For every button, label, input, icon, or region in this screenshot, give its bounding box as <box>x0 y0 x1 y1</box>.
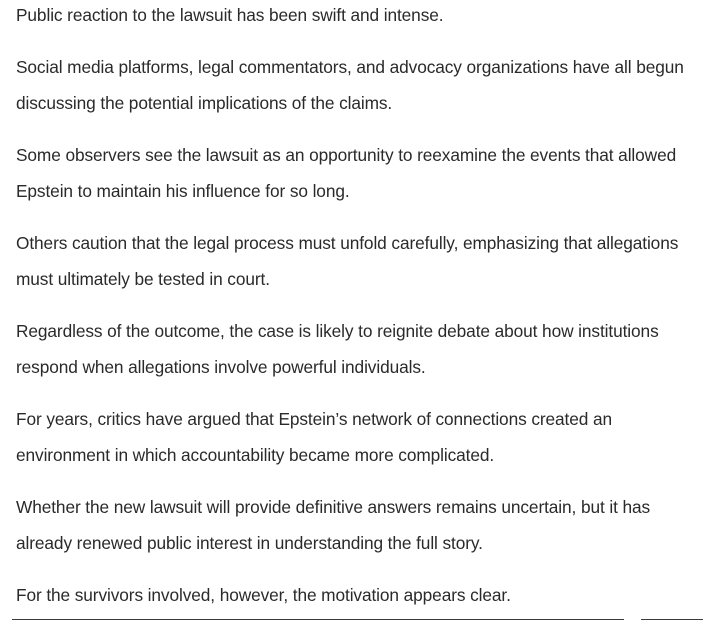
paragraph: Others caution that the legal process must unfold carefully, emphasizing that allegations must ultimately be tested in court. <box>16 233 679 289</box>
paragraph: Some observers see the lawsuit as an opportunity to reexamine the events that allowed Epstein to maintain his influence for so long. <box>16 145 677 201</box>
paragraph: Regardless of the outcome, the case is likely to reignite debate about how institutions respond when allegations involve powerful individuals. <box>16 321 659 377</box>
article-body <box>16 0 688 629</box>
paragraph: Public reaction to the lawsuit has been swift and intense. <box>16 5 444 25</box>
paragraph: For years, critics have argued that Epstein’s network of connections created an environment in which accountability became more complicated. <box>16 409 612 465</box>
paragraph: For the survivors involved, however, the motivation appears clear. <box>16 585 511 605</box>
paragraph: Social media platforms, legal commentators, and advocacy organizations have all begun discussing the potential implications of the claims. <box>16 57 684 113</box>
paragraph: Whether the new lawsuit will provide definitive answers remains uncertain, but it has already renewed public interest in understanding the full story. <box>16 497 651 553</box>
